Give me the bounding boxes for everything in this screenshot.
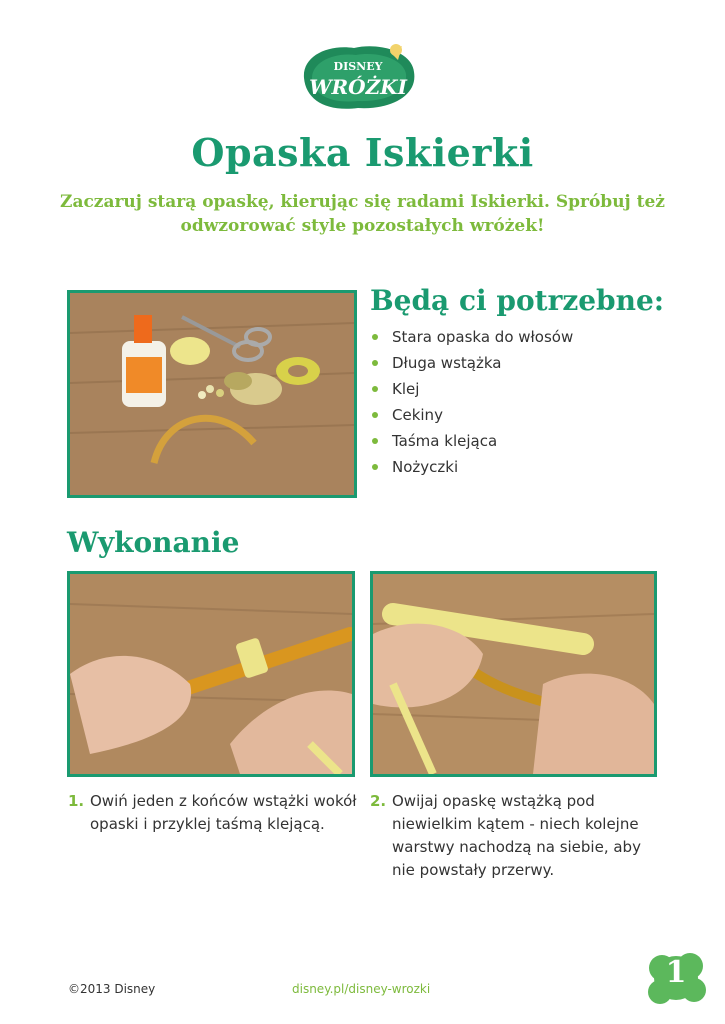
bullet-icon (372, 334, 378, 340)
step-2 (370, 790, 660, 882)
list-item-label: Stara opaska do włosów (392, 328, 574, 346)
needs-heading: Będą ci potrzebne: (370, 284, 665, 317)
step-text: Owijaj opaskę wstążką pod niewielkim kątem - niech kolejne warstwy nachodzą na siebie, aby nie powstały przerwy. (392, 792, 641, 879)
list-item (372, 430, 573, 456)
list-item-label: Nożyczki (392, 458, 459, 476)
page-title: Opaska Iskierki (191, 130, 534, 175)
page-number: 1 (665, 955, 687, 990)
step-2-photo (370, 571, 657, 777)
copyright: ©2013 Disney (68, 982, 156, 996)
list-item-label: Długa wstążka (392, 354, 502, 372)
website-link[interactable]: disney.pl/disney-wrozki (292, 982, 431, 996)
list-item-label: Klej (392, 380, 420, 398)
supplies-photo (67, 290, 357, 498)
list-item (372, 378, 573, 404)
page-subtitle: Zaczaruj starą opaskę, kierując się radami Iskierki. Spróbuj też odwzorować style pozostałych wróżek! (60, 192, 665, 236)
disney-wrozki-logo (294, 38, 422, 114)
bullet-icon (372, 438, 378, 444)
needs-list (372, 326, 573, 482)
logo-name: WRÓŻKI (309, 75, 407, 99)
step-1 (68, 790, 358, 836)
list-item (372, 404, 573, 430)
bullet-icon (372, 360, 378, 366)
list-item-label: Cekiny (392, 406, 443, 424)
list-item-label: Taśma klejąca (392, 432, 498, 450)
step-1-photo (67, 571, 355, 777)
bullet-icon (372, 386, 378, 392)
step-number: 2. (370, 792, 387, 810)
list-item (372, 326, 573, 352)
instructions-heading: Wykonanie (67, 526, 240, 559)
step-number: 1. (68, 792, 85, 810)
list-item (372, 352, 573, 378)
step-text: Owiń jeden z końców wstążki wokół opaski i przyklej taśmą klejącą. (90, 792, 357, 833)
logo-brand: DISNEY (333, 60, 383, 73)
list-item (372, 456, 573, 482)
bullet-icon (372, 464, 378, 470)
bullet-icon (372, 412, 378, 418)
